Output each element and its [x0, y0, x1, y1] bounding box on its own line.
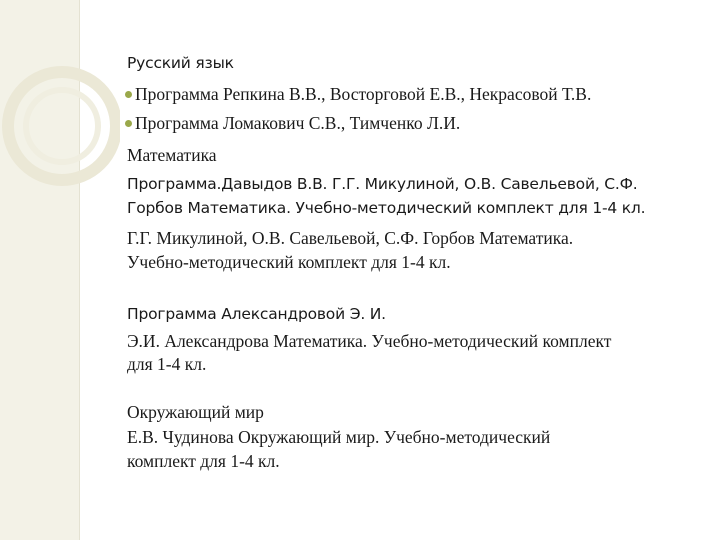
math-alexandrova-line-1: Э.И. Александрова Математика. Учебно-методический комплект — [127, 331, 612, 351]
russian-program-2-text: Программа Ломакович С.В., Тимченко Л.И. — [135, 113, 461, 133]
math-davydov-line-1: Программа.Давыдов В.В. Г.Г. Микулиной, О.В. Савельевой, С.Ф. — [127, 175, 638, 193]
math-heading: Математика — [127, 145, 217, 165]
bullet-icon — [125, 120, 132, 127]
russian-program-item-1 — [125, 83, 591, 105]
russian-program-1-text: Программа Репкина В.В., Восторговой Е.В., Некрасовой Т.В. — [135, 84, 592, 104]
math-authors-line-2: Учебно-методический комплект для 1-4 кл. — [127, 252, 451, 272]
math-alexandrova-line-2: для 1-4 кл. — [127, 354, 207, 374]
world-line-1: Е.В. Чудинова Окружающий мир. Учебно-методический — [127, 427, 551, 447]
world-line-2: комплект для 1-4 кл. — [127, 451, 280, 471]
math-authors-line-1: Г.Г. Микулиной, О.В. Савельевой, С.Ф. Горбов Математика. — [127, 228, 574, 248]
bullet-icon — [125, 91, 132, 98]
decorative-rings — [0, 40, 120, 220]
russian-program-item-2 — [125, 112, 460, 134]
world-heading: Окружающий мир — [127, 402, 264, 422]
math-davydov-line-2: Горбов Математика. Учебно-методический комплект для 1-4 кл. — [127, 199, 646, 217]
math-alexandrova-heading: Программа Александровой Э. И. — [127, 305, 386, 323]
russian-language-heading: Русский язык — [127, 54, 234, 72]
